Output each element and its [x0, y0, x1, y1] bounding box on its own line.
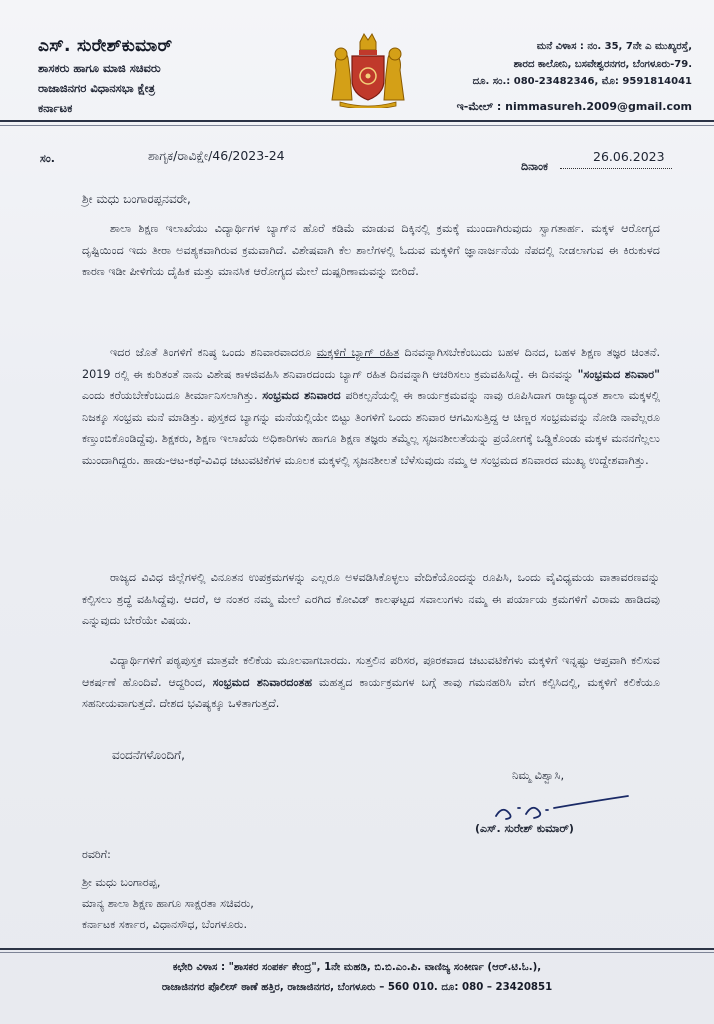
paragraph-2-text: ಪರಿಕಲ್ಪನೆಯಲ್ಲಿ ಈ ಕಾರ್ಯಕ್ರಮವನ್ನು ನಾವು ರೂಪಿಸಿದಾಗ ರಾಜ್ಯಾದ್ಯಂತ ಶಾಲಾ ಮಕ್ಕಳಲ್ಲಿ ನಿಜಕ್ಕೂ ಸಂಭ್ರಮ ಮನೆ ಮಾಡಿತ್ತು. ಪುಸ್ತಕದ ಬ್ಯಾಗನ್ನು ಮನೆಯಲ್ಲಿಯೇ ಬಿಟ್ಟು ತಿಂಗಳಿಗೆ ಒಂದು ಶನಿವಾರ ಆಗಮಿಸುತ್ತಿದ್ದ ಆ ಚಿಣ್ಣರ ಸಂಭ್ರಮವನ್ನು ನೋಡಿ ನಾವೆಲ್ಲರೂ ಕಣ್ತುಂಬಿಕೊಂಡಿದ್ದೆವು. ಶಿಕ್ಷಕರು, ಶಿಕ್ಷಣ ಇಲಾಖೆಯ ಅಧಿಕಾರಿಗಳು ಹಾಗೂ ಶಿಕ್ಷಣ ತಜ್ಞರು ತಮ್ಮೆಲ್ಲ ಸೃಜನಶೀಲತೆಯನ್ನು ಪ್ರಯೋಗಕ್ಕೆ ಒಡ್ಡಿಕೊಂಡು ಮಕ್ಕಳ ಮನನಗೆಲ್ಲಲು ಮುಂದಾಗಿದ್ದರು. ಹಾಡು-ಆಟ-ಕಥೆ-ವಿವಿಧ ಚಟುವಟಿಕೆಗಳ ಮೂಲಕ ಮಕ್ಕಳಲ್ಲಿ ಸೃಜನಶೀಲತೆ ಬೆಳೆಸುವುದು ನಮ್ಮ ಆ ಸಂಭ್ರಮದ ಶನಿವಾರದ ಮುಖ್ಯ ಉದ್ದೇಶವಾಗಿತ್ತು.	[82, 389, 661, 467]
paragraph-4-emphasis: ಸಂಭ್ರಮದ ಶನಿವಾರದಂತಹ	[212, 675, 313, 689]
home-address-line1: ಮನೆ ವಿಳಾಸ : ನಂ. 35, 7ನೇ ಎ ಮುಖ್ಯರಸ್ತೆ,	[536, 41, 692, 52]
date-value: 26.06.2023	[593, 149, 665, 164]
footer-line-1: ಕಛೇರಿ ವಿಳಾಸ : "ಶಾಸಕರ ಸಂಪರ್ಕ ಕೇಂದ್ರ", 1ನೇ ಮಹಡಿ, ಬಿ.ಬಿ.ಎಂ.ಪಿ. ವಾಣಿಜ್ಯ ಸಂಕೀರ್ಣ (ಆರ್.ಟಿ.ಓ.),	[172, 962, 542, 973]
recipient-designation: ಮಾನ್ಯ ಶಾಲಾ ಶಿಕ್ಷಣ ಹಾಗೂ ಸಾಕ್ಷರತಾ ಸಚಿವರು,	[82, 897, 254, 910]
recipient-address	[82, 872, 254, 935]
phone-numbers: ದೂ. ಸಂ.: 080-23482346, ಮೊ: 9591814041	[472, 76, 692, 87]
recipient-label: ರವರಿಗೆ:	[82, 848, 111, 861]
paragraph-1: ಶಾಲಾ ಶಿಕ್ಷಣ ಇಲಾಖೆಯು ವಿದ್ಯಾರ್ಥಿಗಳ ಬ್ಯಾಗ್‌ನ ಹೊರೆ ಕಡಿಮೆ ಮಾಡುವ ದಿಕ್ಕಿನಲ್ಲಿ ಕ್ರಮಕ್ಕೆ ಮುಂದಾಗಿರುವುದು ಸ್ವಾಗತಾರ್ಹ. ಮಕ್ಕಳ ಆರೋಗ್ಯದ ದೃಷ್ಟಿಯಿಂದ ಇದು ತೀರಾ ಅವಶ್ಯಕವಾಗಿರುವ ಕ್ರಮವಾಗಿದೆ. ವಿಶೇಷವಾಗಿ ಕೆಲ ಶಾಲೆಗಳಲ್ಲಿ ಓದುವ ಮಕ್ಕಳಿಗೆ ಜ್ಞಾನಾರ್ಜನೆಯ ನೆಪದಲ್ಲಿ ನೀಡಲಾಗುವ ಈ ಕಿರುಕುಳದ ಕಾರಣ ಇಡೀ ಪೀಳಿಗೆಯ ದೈಹಿಕ ಮತ್ತು ಮಾನಸಿಕ ಆರೋಗ್ಯದ ಮೇಲೆ ದುಷ್ಪರಿಣಾಮವನ್ನು ಬೀರಿದೆ.	[82, 222, 660, 279]
paragraph-4-text: ಮಹತ್ವದ ಕಾರ್ಯಕ್ರಮಗಳ ಬಗ್ಗೆ ತಾವು ಗಮನಹರಿಸಿ ವೇಗ ಕಲ್ಪಿಸಿದಲ್ಲಿ, ಮಕ್ಕಳಿಗೆ ಕಲಿಕೆಯೂ ಸಹನೀಯವಾಗುತ್ತದೆ. ದೇಶದ ಭವಿಷ್ಯಕ್ಕೂ ಒಳಿತಾಗುತ್ತದೆ.	[82, 675, 661, 711]
signatory-name: (ಎಸ್. ಸುರೇಶ್ ಕುಮಾರ್)	[475, 822, 574, 835]
date-label: ದಿನಾಂಕ	[521, 160, 548, 173]
paragraph-2	[82, 342, 660, 472]
sender-constituency: ರಾಜಾಜಿನಗರ ವಿಧಾನಸಭಾ ಕ್ಷೇತ್ರ	[38, 81, 155, 95]
paragraph-3: ರಾಜ್ಯದ ವಿವಿಧ ಜಿಲ್ಲೆಗಳಲ್ಲಿ ವಿನೂತನ ಉಪಕ್ರಮಗಳನ್ನು ಎಲ್ಲರೂ ಅಳವಡಿಸಿಕೊಳ್ಳಲು ವೇದಿಕೆಯೊಂದನ್ನು ರೂಪಿಸಿ, ಒಂದು ವೈವಿಧ್ಯಮಯ ವಾತಾವರಣವನ್ನು ಕಲ್ಪಿಸಲು ಶ್ರದ್ಧೆ ವಹಿಸಿದ್ದೆವು. ಆದರೆ, ಆ ನಂತರ ನಮ್ಮ ಮೇಲೆ ಎರಗಿದ ಕೋವಿಡ್ ಕಾಲಘಟ್ಟದ ಸವಾಲುಗಳು ನಮ್ಮ ಈ ಪರ್ಯಾಯ ಕ್ರಮಗಳಿಗೆ ವಿರಾಮ ಹಾಡಿದವು ಎನ್ನುವುದು ಬೇರೆಯೇ ವಿಷಯ.	[82, 571, 660, 628]
recipient-location: ಕರ್ನಾಟಕ ಸರ್ಕಾರ, ವಿಧಾನಸೌಧ, ಬೆಂಗಳೂರು.	[82, 918, 248, 931]
recipient-name: ಶ್ರೀ ಮಧು ಬಂಗಾರಪ್ಪ,	[82, 876, 161, 889]
sender-title: ಶಾಸಕರು ಹಾಗೂ ಮಾಜಿ ಸಚಿವರು	[38, 61, 161, 75]
date-dotted-line	[560, 168, 672, 169]
header-divider	[0, 120, 714, 122]
paragraph-2-emphasis: ಸಂಭ್ರಮದ ಶನಿವಾರದ	[262, 389, 341, 403]
paragraph-2-text: ಎಂದು ಕರೆಯಬೇಕೆಂಬುದೂ ತೀರ್ಮಾನಿಸಲಾಗಿತ್ತು.	[82, 389, 263, 403]
paragraph-2-underlined: ಮಕ್ಕಳಿಗೆ ಬ್ಯಾಗ್ ರಹಿತ	[316, 346, 400, 359]
sender-name: ಎಸ್. ಸುರೇಶ್‌ಕುಮಾರ್	[38, 36, 173, 56]
letterhead-right	[457, 38, 692, 115]
paragraph-2-text: ಇದರ ಜೊತೆ ತಿಂಗಳಿಗೆ ಕನಿಷ್ಠ ಒಂದು ಶನಿವಾರವಾದರೂ	[110, 346, 317, 359]
header-divider-thin	[0, 125, 714, 126]
home-address-line2: ಶಾರದ ಕಾಲೋನಿ, ಬಸವೇಶ್ವರನಗರ, ಬೆಂಗಳೂರು-79.	[513, 58, 692, 70]
sender-state: ಕರ್ನಾಟಕ	[38, 101, 73, 115]
reference-number: ಶಾಗೃಕ/ರಾವಿಕ್ಷೇ/46/2023-24	[148, 148, 285, 163]
paragraph-2-text: ದಿನವನ್ನಾಗಿಸಬೇಕೆಂಬುದು ಬಹಳ ದಿನದ, ಬಹಳ ಶಿಕ್ಷಣ ತಜ್ಞರ ಚಿಂತನೆ. 2019 ರಲ್ಲಿ ಈ ಕುರಿತಂತೆ ನಾನು ವಿಶೇಷ ಕಾಳಜಿವಹಿಸಿ ಶನಿವಾರದಂದು ಬ್ಯಾಗ್ ರಹಿತ ದಿನವನ್ನಾಗಿ ಆಚರಿಸಲು ಕ್ರಮವಹಿಸಿದ್ದೆ. ಈ ದಿನವನ್ನು	[82, 346, 660, 381]
paragraph-2-emphasis: "ಸಂಭ್ರಮದ ಶನಿವಾರ"	[577, 367, 660, 381]
handwritten-signature	[488, 786, 638, 826]
office-address-footer	[0, 958, 714, 998]
reference-label: ಸಂ.	[40, 152, 55, 165]
paragraph-4	[82, 650, 660, 715]
footer-divider	[0, 948, 714, 950]
karnataka-emblem-icon	[326, 30, 410, 108]
footer-line-2: ರಾಜಾಜಿನಗರ ಪೊಲೀಸ್ ಠಾಣೆ ಹತ್ತಿರ, ರಾಜಾಜಿನಗರ, ಬೆಂಗಳೂರು – 560 010. ದೂ: 080 – 23420851	[161, 982, 553, 993]
yours-sincerely: ನಿಮ್ಮ ವಿಶ್ವಾಸಿ,	[512, 768, 565, 782]
letterhead-left	[38, 36, 172, 116]
salutation: ಶ್ರೀ ಮಧು ಬಂಗಾರಪ್ಪನವರೇ,	[82, 192, 191, 206]
email-address[interactable]: ಇ-ಮೇಲ್ : nimmasureh.2009@gmail.com	[456, 99, 692, 113]
closing-greeting: ವಂದನೆಗಳೊಂದಿಗೆ,	[112, 748, 185, 762]
paragraph-4-text: ವಿದ್ಯಾರ್ಥಿಗಳಿಗೆ ಪಠ್ಯಪುಸ್ತಕ ಮಾತ್ರವೇ ಕಲಿಕೆಯ ಮೂಲವಾಗಬಾರದು. ಸುತ್ತಲಿನ ಪರಿಸರ, ಪೂರಕವಾದ ಚಟುವಟಿಕೆಗಳು ಮಕ್ಕಳಿಗೆ ಇನ್ನಷ್ಟು ಆಪ್ತವಾಗಿ ಕಲಿಸುವ ಆಕರ್ಷಣೆ ಹೊಂದಿವೆ. ಆದ್ದರಿಂದ,	[82, 654, 660, 689]
footer-divider-thin	[0, 952, 714, 953]
